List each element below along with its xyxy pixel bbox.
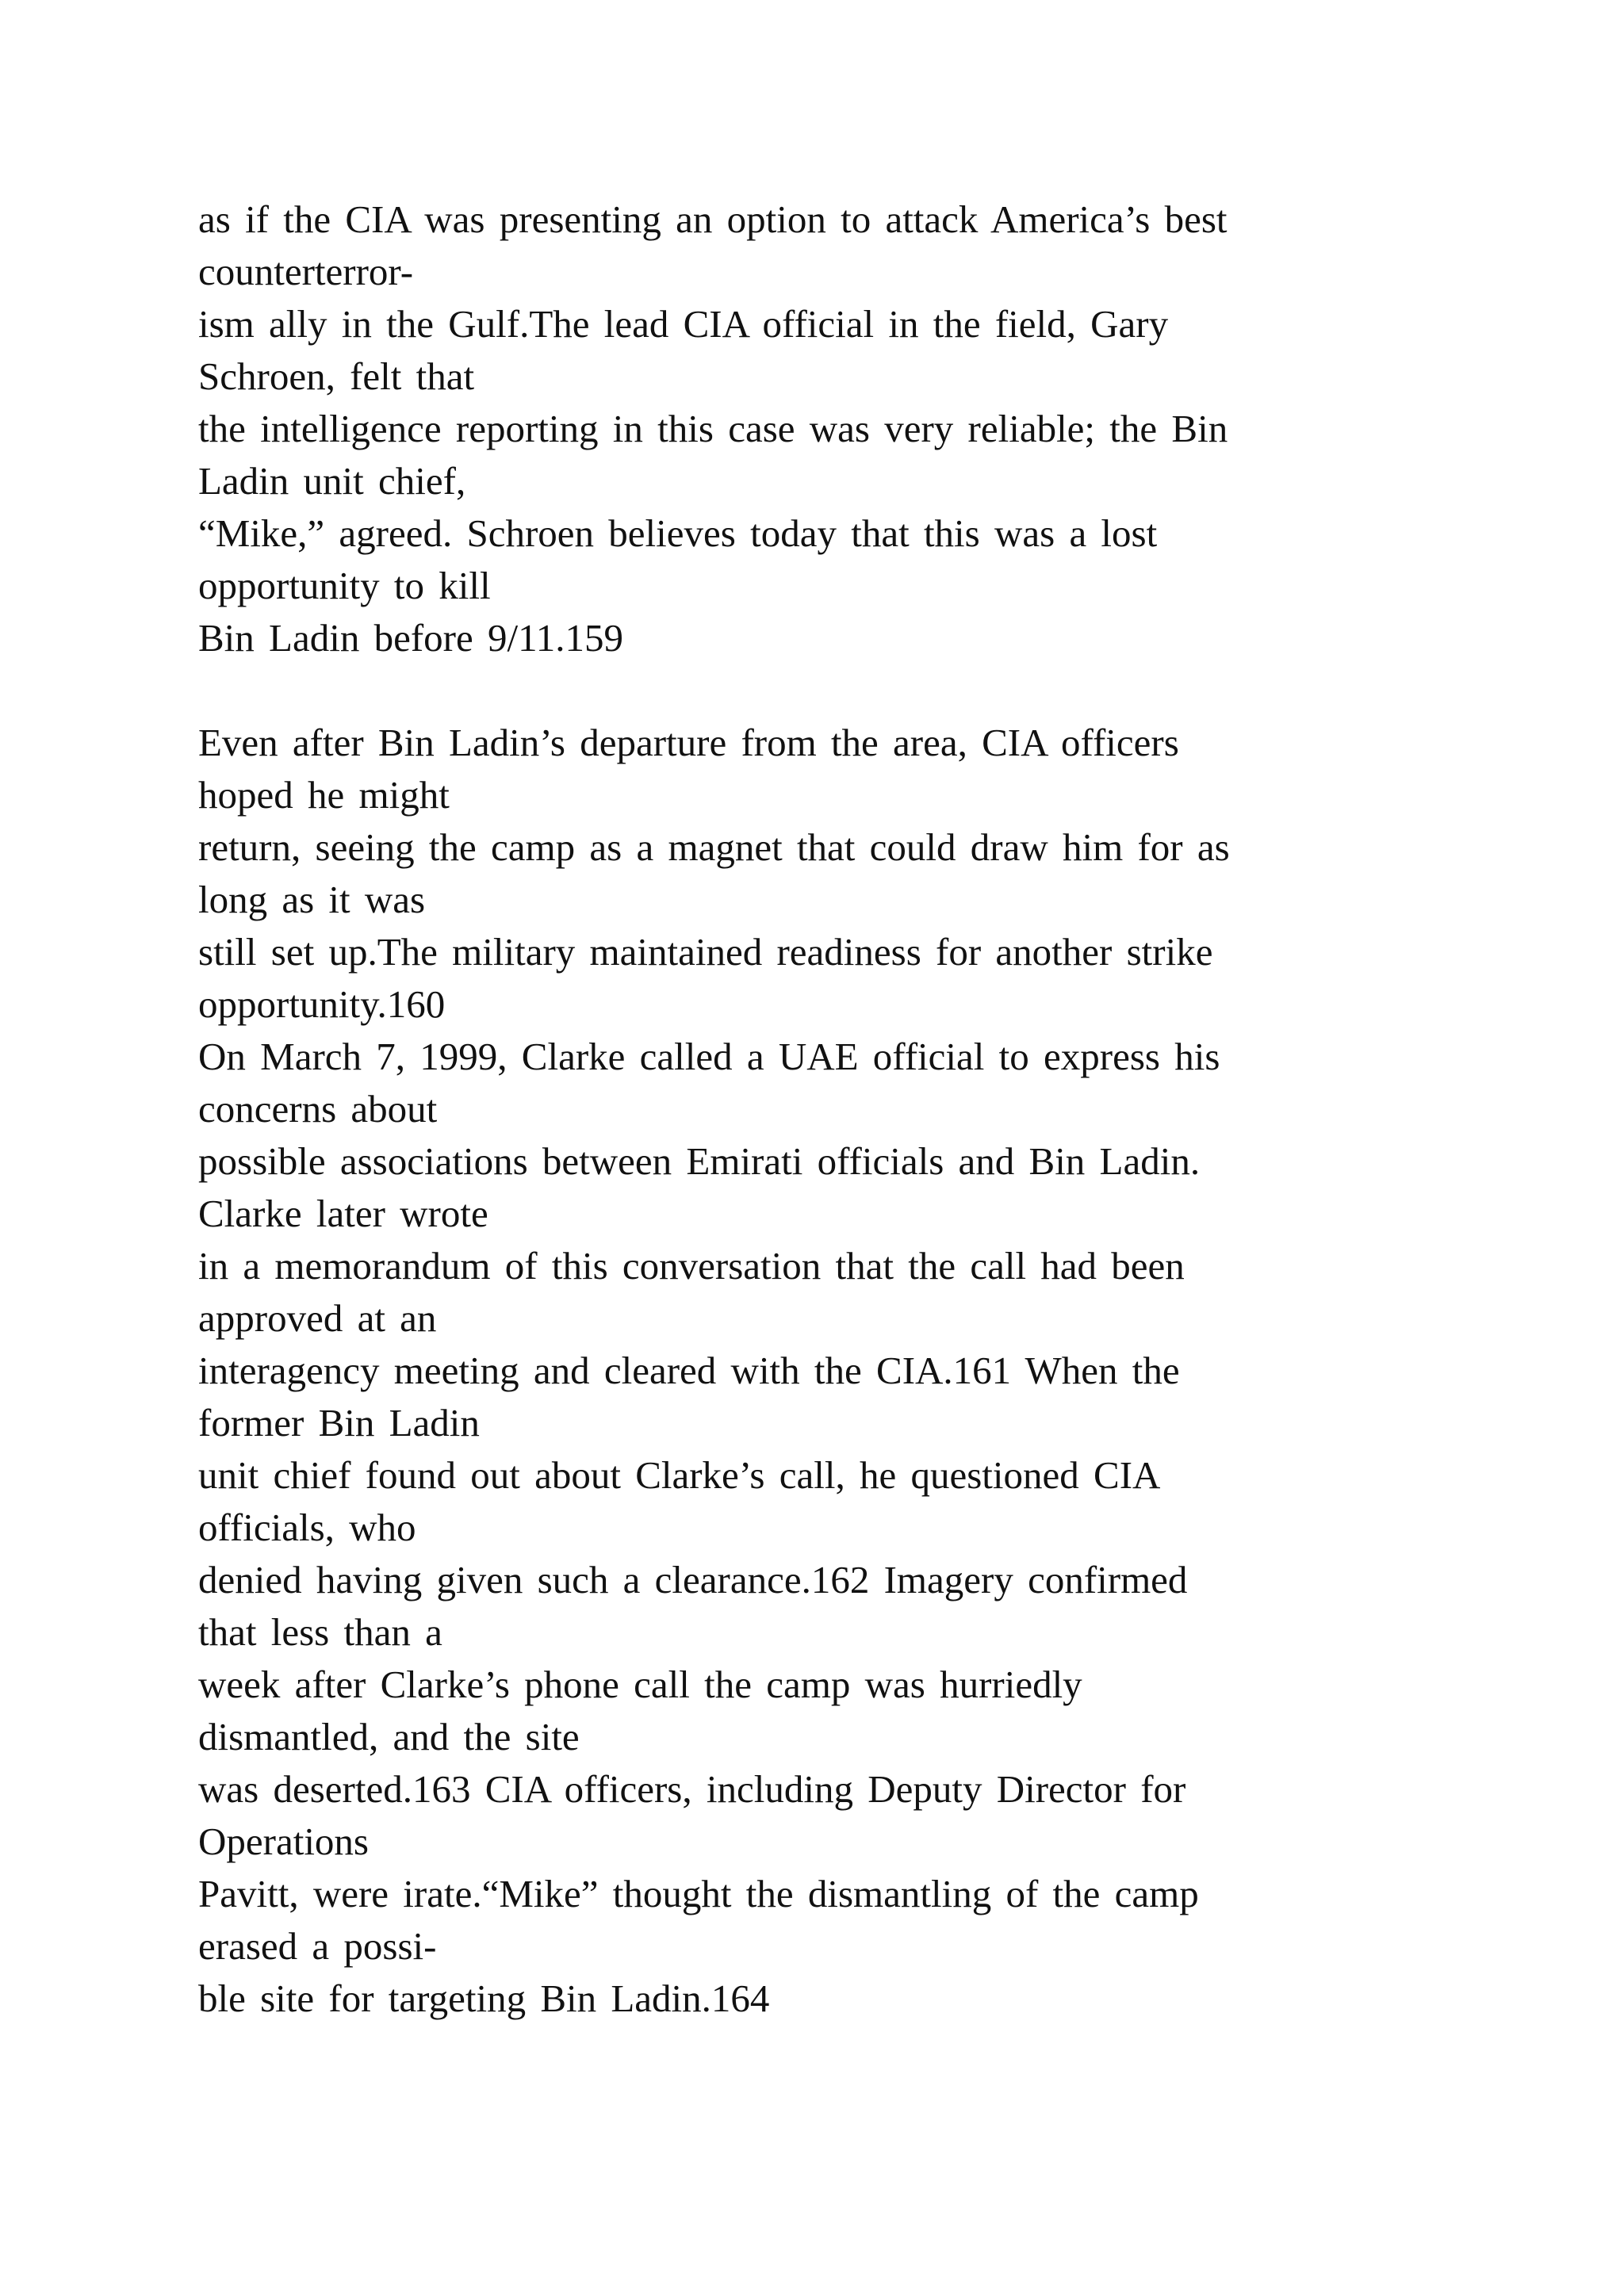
text-line: ism ally in the Gulf.The lead CIA official in the field, Gary <box>198 302 1169 346</box>
text-line: the intelligence reporting in this case was very reliable; the Bin <box>198 407 1228 450</box>
text-line: interagency meeting and cleared with the CIA.161 When the <box>198 1349 1180 1392</box>
text-line: opportunity.160 <box>198 982 446 1026</box>
text-line: concerns about <box>198 1087 438 1131</box>
text-line: former Bin Ladin <box>198 1401 480 1445</box>
text-line: week after Clarke’s phone call the camp was hurriedly <box>198 1663 1082 1706</box>
text-line: Ladin unit chief, <box>198 459 466 503</box>
paragraph-break <box>198 664 1435 717</box>
text-line: Clarke later wrote <box>198 1192 488 1235</box>
text-line: unit chief found out about Clarke’s call, he questioned CIA <box>198 1453 1161 1497</box>
text-line: in a memorandum of this conversation that the call had been <box>198 1244 1185 1288</box>
text-line: Operations <box>198 1820 369 1863</box>
text-line: possible associations between Emirati officials and Bin Ladin. <box>198 1139 1201 1183</box>
text-line: “Mike,” agreed. Schroen believes today that this was a lost <box>198 511 1158 555</box>
text-line: Bin Ladin before 9/11.159 <box>198 616 624 660</box>
text-line: denied having given such a clearance.162 Imagery confirmed <box>198 1558 1188 1601</box>
text-line: officials, who <box>198 1506 416 1549</box>
text-line: hoped he might <box>198 773 450 817</box>
text-line: Pavitt, were irate.“Mike” thought the dismantling of the camp <box>198 1872 1199 1915</box>
text-line: Even after Bin Ladin’s departure from the area, CIA officers <box>198 721 1179 764</box>
text-line: dismantled, and the site <box>198 1715 580 1758</box>
text-line: counterterror- <box>198 250 414 293</box>
text-line: return, seeing the camp as a magnet that could draw him for as <box>198 825 1230 869</box>
text-line: opportunity to kill <box>198 564 491 607</box>
text-line: Schroen, felt that <box>198 354 475 398</box>
text-line: ble site for targeting Bin Ladin.164 <box>198 1976 770 2020</box>
text-line: erased a possi- <box>198 1924 437 1968</box>
text-line: On March 7, 1999, Clarke called a UAE official to express his <box>198 1035 1220 1078</box>
text-line: long as it was <box>198 878 426 921</box>
paragraph-1 <box>198 193 1435 664</box>
body-text <box>198 193 1435 2025</box>
text-line: was deserted.163 CIA officers, including Deputy Director for <box>198 1767 1186 1811</box>
text-line: that less than a <box>198 1610 442 1654</box>
text-line: as if the CIA was presenting an option to attack America’s best <box>198 197 1228 241</box>
text-line: still set up.The military maintained readiness for another strike <box>198 930 1213 974</box>
text-line: approved at an <box>198 1296 437 1340</box>
paragraph-2 <box>198 717 1435 2025</box>
